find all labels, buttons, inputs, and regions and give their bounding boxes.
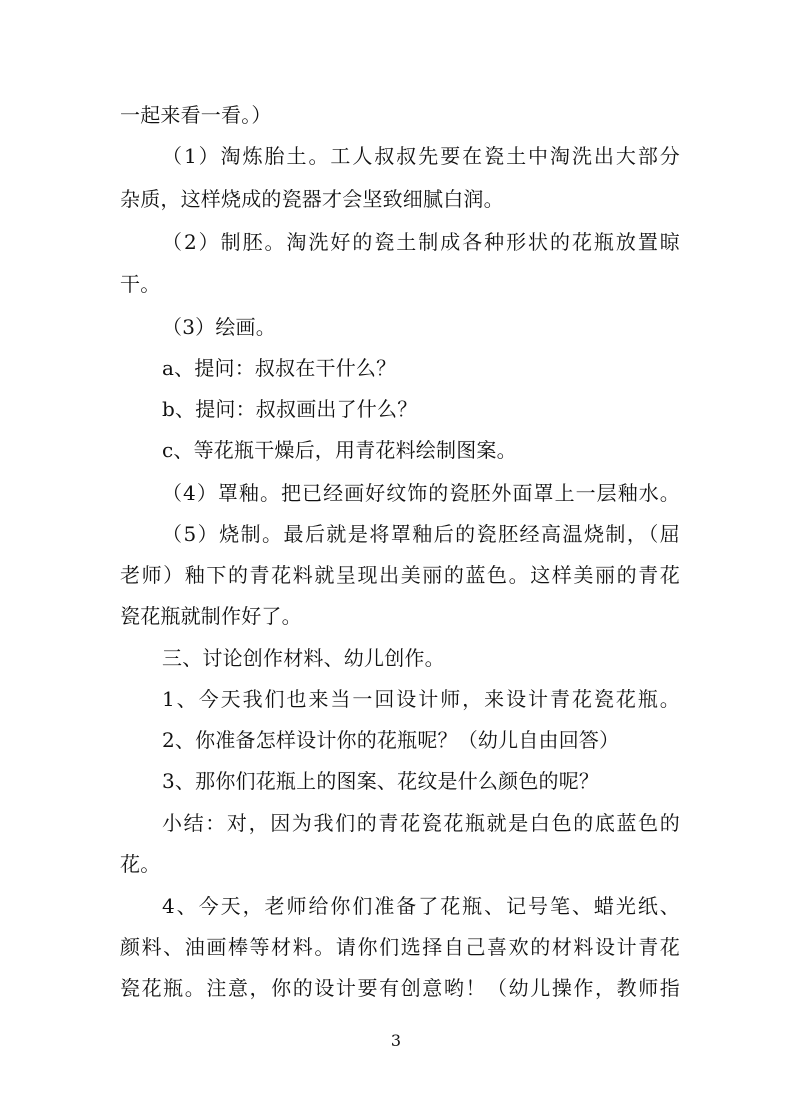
- text-line: 颜料、油画棒等材料。请你们选择自己喜欢的材料设计青花: [120, 935, 682, 959]
- page-number: 3: [390, 1031, 402, 1050]
- text-line: （5）烧制。最后就是将罩釉后的瓷胚经高温烧制，（屈: [162, 522, 682, 546]
- text-line: 杂质，这样烧成的瓷器才会坚致细腻白润。: [120, 187, 504, 211]
- text-line: （4）罩釉。把已经画好纹饰的瓷胚外面罩上一层釉水。: [162, 481, 681, 505]
- section-heading: 三、讨论创作材料、幼儿创作。: [162, 646, 445, 670]
- text-line: c、等花瓶干燥后，用青花料绘制图案。: [162, 438, 517, 462]
- text-line: 3、那你们花瓶上的图案、花纹是什么颜色的呢？: [162, 769, 600, 793]
- text-line: 小结：对，因为我们的青花瓷花瓶就是白色的底蓝色的: [162, 811, 682, 835]
- text-line: （3）绘画。: [162, 315, 276, 339]
- text-line: （1）淘炼胎土。工人叔叔先要在瓷土中淘洗出大部分: [162, 144, 682, 168]
- text-line: 瓷花瓶就制作好了。: [120, 604, 302, 628]
- text-line: 2、你准备怎样设计你的花瓶呢？（幼儿自由回答）: [162, 728, 620, 752]
- text-line: 瓷花瓶。注意，你的设计要有创意哟！（幼儿操作，教师指: [120, 976, 682, 1000]
- text-line: （2）制胚。淘洗好的瓷土制成各种形状的花瓶放置晾: [162, 230, 682, 254]
- text-line: 花。: [120, 852, 161, 876]
- text-line: a、提问：叔叔在干什么？: [162, 356, 397, 380]
- text-line: 干。: [120, 272, 161, 296]
- text-line: 一起来看一看。）: [120, 103, 272, 127]
- text-line: 1、今天我们也来当一回设计师，来设计青花瓷花瓶。: [162, 687, 682, 711]
- text-line: 老师）釉下的青花料就呈现出美丽的蓝色。这样美丽的青花: [120, 563, 682, 587]
- text-line: b、提问：叔叔画出了什么？: [162, 397, 418, 421]
- text-line: 4、今天，老师给你们准备了花瓶、记号笔、蜡光纸、: [162, 894, 682, 918]
